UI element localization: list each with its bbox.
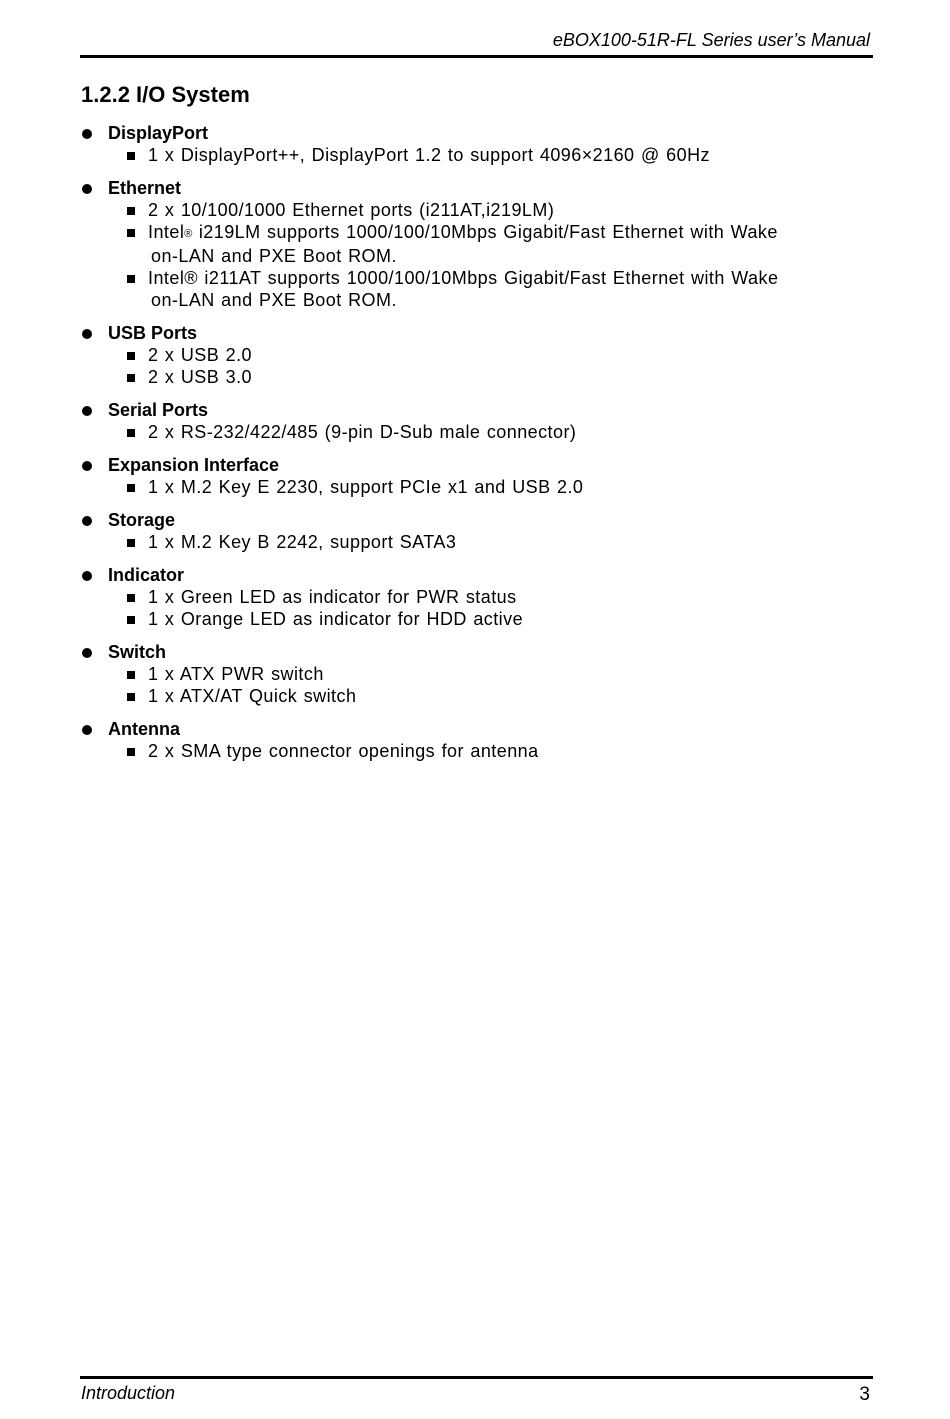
group-usb-ports [0,322,950,388]
list-item-text: 1 x ATX PWR switch [148,664,324,684]
square-bullet-icon [127,594,135,602]
group-title [0,177,950,199]
list-item [0,267,950,311]
list-item [0,144,950,166]
group-title-text: Ethernet [108,178,182,198]
group-serial-ports [0,399,950,443]
group-title [0,322,950,344]
square-bullet-icon [127,693,135,701]
footer-rule [80,1376,873,1379]
list-item [0,586,950,608]
list-item-text: 1 x M.2 Key B 2242, support SATA3 [148,532,457,552]
list-item [0,531,950,553]
list-item-text: 1 x Green LED as indicator for PWR status [148,587,517,607]
group-indicator [0,564,950,630]
group-ethernet [0,177,950,311]
round-bullet-icon [82,516,92,526]
square-bullet-icon [127,429,135,437]
list-item-text: 1 x Orange LED as indicator for HDD active [148,609,524,629]
list-item-text: 2 x 10/100/1000 Ethernet ports (i211AT,i219LM) [148,200,555,220]
io-spec-list [0,122,950,773]
group-title [0,718,950,740]
square-bullet-icon [127,539,135,547]
group-displayport [0,122,950,166]
list-item-text: Intel® i211AT supports 1000/100/10Mbps Gigabit/Fast Ethernet with Wake [148,268,779,288]
page-number: 3 [859,1384,870,1405]
square-bullet-icon [127,229,135,237]
group-title [0,399,950,421]
list-item-text: i219LM supports 1000/100/10Mbps Gigabit/Fast Ethernet with Wake [198,222,778,242]
round-bullet-icon [82,461,92,471]
list-item [0,344,950,366]
list-item [0,421,950,443]
round-bullet-icon [82,725,92,735]
group-title [0,509,950,531]
group-title-text: Serial Ports [108,400,209,420]
list-item [0,685,950,707]
square-bullet-icon [127,207,135,215]
square-bullet-icon [127,152,135,160]
group-title-text: Switch [108,642,167,662]
group-antenna [0,718,950,762]
square-bullet-icon [127,671,135,679]
footer-section-name: Introduction [81,1383,176,1403]
square-bullet-icon [127,374,135,382]
list-item [0,740,950,762]
list-item [0,476,950,498]
list-item-text: 1 x ATX/AT Quick switch [148,686,357,706]
group-expansion-interface [0,454,950,498]
group-storage [0,509,950,553]
list-item-continuation: on-LAN and PXE Boot ROM. [151,290,397,310]
group-title-text: Storage [108,510,176,530]
list-item-text: 2 x RS-232/422/485 (9-pin D-Sub male connector) [148,422,577,442]
square-bullet-icon [127,616,135,624]
round-bullet-icon [82,406,92,416]
list-item-text: 1 x DisplayPort++, DisplayPort 1.2 to support 4096×2160 @ 60Hz [148,145,710,165]
group-title [0,122,950,144]
round-bullet-icon [82,329,92,339]
group-title-text: Antenna [108,719,180,739]
round-bullet-icon [82,129,92,139]
list-item [0,608,950,630]
registered-mark: ® [184,228,193,240]
square-bullet-icon [127,275,135,283]
group-switch [0,641,950,707]
list-item [0,221,950,267]
group-title-text: USB Ports [108,323,198,343]
round-bullet-icon [82,648,92,658]
group-title-text: Expansion Interface [108,455,280,475]
round-bullet-icon [82,571,92,581]
square-bullet-icon [127,352,135,360]
round-bullet-icon [82,184,92,194]
list-item-text: 2 x USB 3.0 [148,367,252,387]
list-item-text: 2 x SMA type connector openings for antenna [148,741,539,761]
group-title-text: DisplayPort [108,123,209,143]
list-item-continuation: on-LAN and PXE Boot ROM. [151,246,397,266]
group-title-text: Indicator [108,565,185,585]
square-bullet-icon [127,748,135,756]
group-title [0,564,950,586]
list-item [0,366,950,388]
group-title [0,454,950,476]
list-item-prefix: Intel [148,222,185,242]
group-title [0,641,950,663]
list-item [0,199,950,221]
running-header-title: eBOX100-51R-FL Series user’s Manual [552,30,870,50]
list-item-text: 1 x M.2 Key E 2230, support PCIe x1 and USB 2.0 [148,477,584,497]
square-bullet-icon [127,484,135,492]
header-rule [80,55,873,58]
section-heading: 1.2.2 I/O System [81,82,250,107]
list-item [0,663,950,685]
list-item-text: 2 x USB 2.0 [148,345,252,365]
